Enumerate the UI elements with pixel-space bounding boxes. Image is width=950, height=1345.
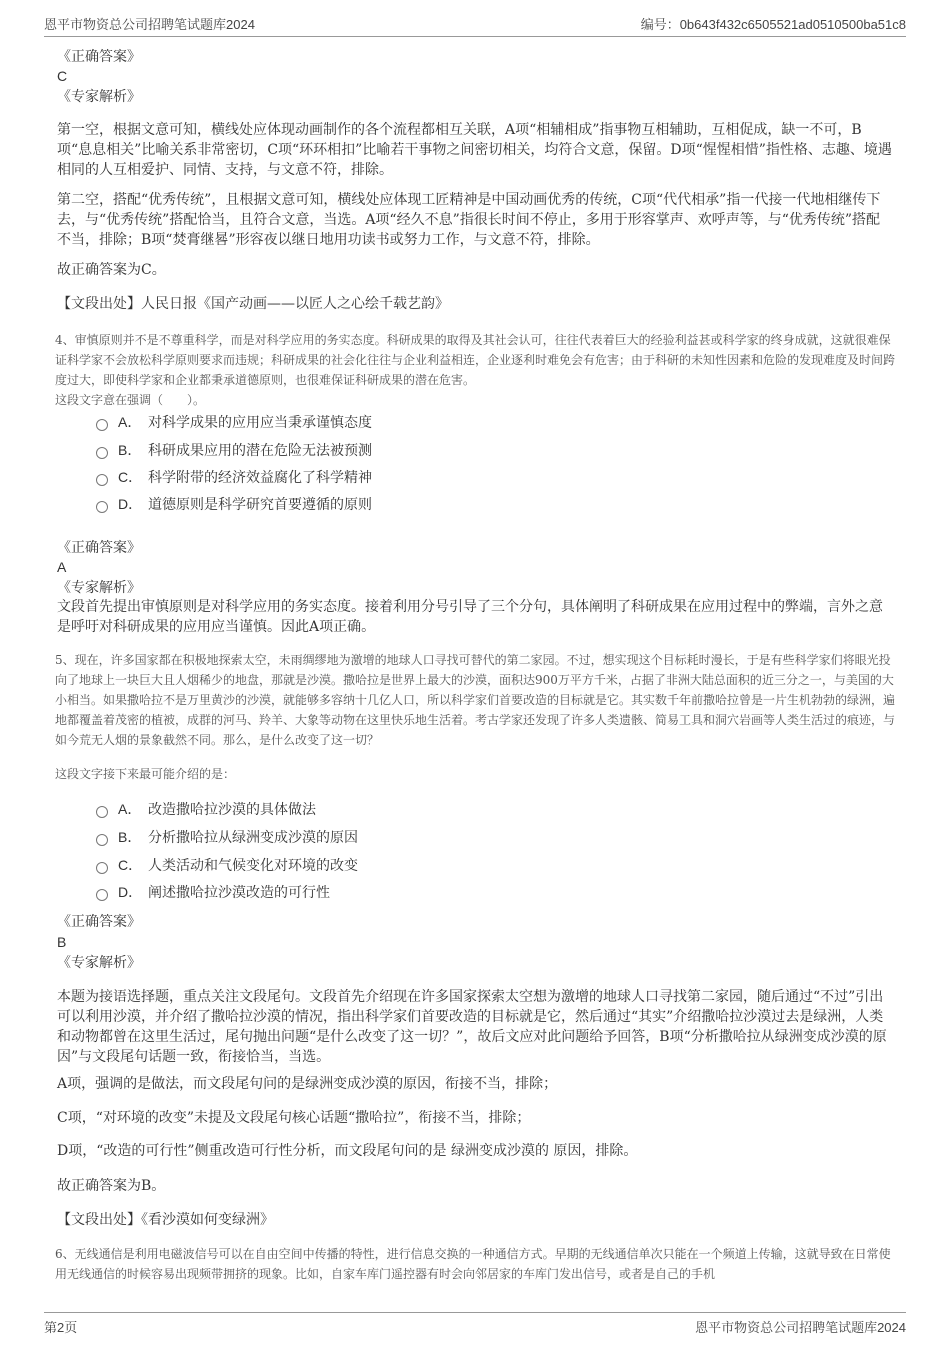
analysis-paragraph: 第一空，根据文意可知，横线处应体现动画制作的各个流程都相互关联，A项“相辅相成”指事物互相辅助，互相促成，缺一不可，B项“息息相关”比喻关系非常密切，C项“环环相扣”比喻若干事物之间密切相关，均符合文意，保留。D项“惺惺相惜”指性格、志趣、境遇相同的人互相爱护、同情、支持，与文意不符，排除。	[57, 122, 892, 178]
header-title: 恩平市物资总公司招聘笔试题库2024	[44, 17, 255, 32]
radio-icon[interactable]	[96, 474, 108, 486]
analysis-label: 《专家解析》	[57, 89, 141, 105]
page-header	[44, 14, 906, 37]
analysis-conclusion: 故正确答案为C。	[57, 262, 166, 278]
option-b[interactable]: B． 分析撒哈拉从绿洲变成沙漠的原因	[96, 827, 358, 848]
correct-answer-label: 《正确答案》	[57, 914, 141, 930]
option-d[interactable]: D． 道德原则是科学研究首要遵循的原则	[96, 494, 372, 515]
page-number: 第2页	[44, 1320, 78, 1335]
footer-title: 恩平市物资总公司招聘笔试题库2024	[695, 1320, 906, 1335]
radio-icon[interactable]	[96, 862, 108, 874]
analysis-paragraph: D项，“改造的可行性”侧重改造可行性分析，而文段尾句问的是 绿洲变成沙漠的 原因，排除。	[57, 1143, 638, 1159]
option-c[interactable]: C． 科学附带的经济效益腐化了科学精神	[96, 467, 372, 488]
analysis-label: 《专家解析》	[57, 955, 141, 971]
option-b[interactable]: B． 科研成果应用的潜在危险无法被预测	[96, 440, 372, 461]
source-citation: 【文段出处】人民日报《国产动画——以匠人之心绘千载艺韵》	[57, 296, 449, 312]
question-stem: 4、审慎原则并不是不尊重科学，而是对科学应用的务实态度。科研成果的取得及其社会认可，往往代表着巨大的经验利益甚或科学家的终身成就，这就很难保证科学家不会放松科学原则要求而违规；科研成果的社会化往往与企业利益相连，企业逐利时难免会有危害；由于科研的未知性因素和危险的发现难度及时间跨度过大，即使科学家和企业都秉承道德原则，也很难保证科研成果的潜在危害。	[55, 333, 896, 387]
correct-answer: C	[57, 68, 68, 84]
radio-icon[interactable]	[96, 501, 108, 513]
analysis-paragraph: 文段首先提出审慎原则是对科学应用的务实态度。接着利用分号引导了三个分句，具体阐明了科研成果在应用过程中的弊端，言外之意是呼吁对科研成果的应用应当谨慎。因此A项正确。	[57, 599, 883, 635]
page-footer	[44, 1312, 906, 1338]
radio-icon[interactable]	[96, 889, 108, 901]
correct-answer-label: 《正确答案》	[57, 49, 141, 65]
source-citation: 【文段出处】《看沙漠如何变绿洲》	[57, 1212, 274, 1228]
question-prompt: 这段文字意在强调（ ）。	[55, 393, 206, 407]
analysis-conclusion: 故正确答案为B。	[57, 1178, 166, 1194]
correct-answer: A	[57, 559, 67, 575]
analysis-paragraph: 第二空，搭配“优秀传统”，且根据文意可知，横线处应体现工匠精神是中国动画优秀的传统，C项“代代相承”指一代接一代地相继传下去，与“优秀传统”搭配恰当，且符合文意，当选。A项“经久不息”指很长时间不停止，多用于形容掌声、欢呼声等，与“优秀传统”搭配不当，排除；B项“焚膏继晷”形容夜以继日地用功读书或努力工作，与文意不符，排除。	[57, 192, 881, 248]
correct-answer-label: 《正确答案》	[57, 540, 141, 556]
analysis-paragraph: 本题为接语选择题，重点关注文段尾句。文段首先介绍现在许多国家探索太空想为激增的地球人口寻找第二家园，随后通过“不过”引出可以利用沙漠，并介绍了撒哈拉沙漠的情况，指出科学家们首要改造的目标就是它，然后通过“其实”介绍撒哈拉沙漠过去是绿洲，人类和动物都曾在这里生活过，尾句抛出问题“是什么改变了这一切？”，故后文应对此问题给予回答，B项“分析撒哈拉从绿洲变成沙漠的原因”与文段尾句话题一致，衔接恰当，当选。	[57, 989, 887, 1065]
option-a[interactable]: A． 改造撒哈拉沙漠的具体做法	[96, 799, 316, 820]
option-d[interactable]: D． 阐述撒哈拉沙漠改造的可行性	[96, 882, 330, 903]
question-prompt: 这段文字接下来最可能介绍的是：	[55, 767, 236, 781]
analysis-paragraph: A项，强调的是做法，而文段尾句问的是绿洲变成沙漠的原因，衔接不当，排除；	[57, 1076, 558, 1092]
correct-answer: B	[57, 934, 67, 950]
header-doc-id: 编号：0b643f432c6505521ad0510500ba51c8	[640, 17, 906, 32]
question-stem: 6、无线通信是利用电磁波信号可以在自由空间中传播的特性，进行信息交换的一种通信方式。早期的无线通信单次只能在一个频道上传输，这就导致在日常使用无线通信的时候容易出现频带拥挤的现象。比如，自家车库门遥控器有时会向邻居家的车库门发出信号，或者是自己的手机	[55, 1247, 891, 1281]
option-c[interactable]: C． 人类活动和气候变化对环境的改变	[96, 855, 358, 876]
radio-icon[interactable]	[96, 419, 108, 431]
radio-icon[interactable]	[96, 806, 108, 818]
option-a[interactable]: A． 对科学成果的应用应当秉承谨慎态度	[96, 412, 372, 433]
question-stem: 5、现在，许多国家都在积极地探索太空，未雨绸缪地为激增的地球人口寻找可替代的第二家园。不过，想实现这个目标耗时漫长，于是有些科学家们将眼光投向了地球上一块巨大且人烟稀少的地盘，那就是沙漠。撒哈拉是世界上最大的沙漠，面积达900万平方千米，占据了非洲大陆总面积的近三分之一，与美国的大小相当。如果撒哈拉不是万里黄沙的沙漠，就能够多容纳十几亿人口，所以科学家们首要改造的目标就是它。其实数千年前撒哈拉曾是一片生机勃勃的绿洲，遍地都覆盖着茂密的植被，成群的河马、羚羊、大象等动物在这里快乐地生活着。考古学家还发现了许多人类遗骸、简易工具和洞穴岩画等人类生活过的痕迹，与如今荒无人烟的景象截然不同。那么，是什么改变了这一切？	[55, 653, 896, 747]
radio-icon[interactable]	[96, 834, 108, 846]
analysis-paragraph: C项，“对环境的改变”未提及文段尾句核心话题“撒哈拉”，衔接不当，排除；	[57, 1110, 531, 1126]
radio-icon[interactable]	[96, 447, 108, 459]
analysis-label: 《专家解析》	[57, 580, 141, 596]
